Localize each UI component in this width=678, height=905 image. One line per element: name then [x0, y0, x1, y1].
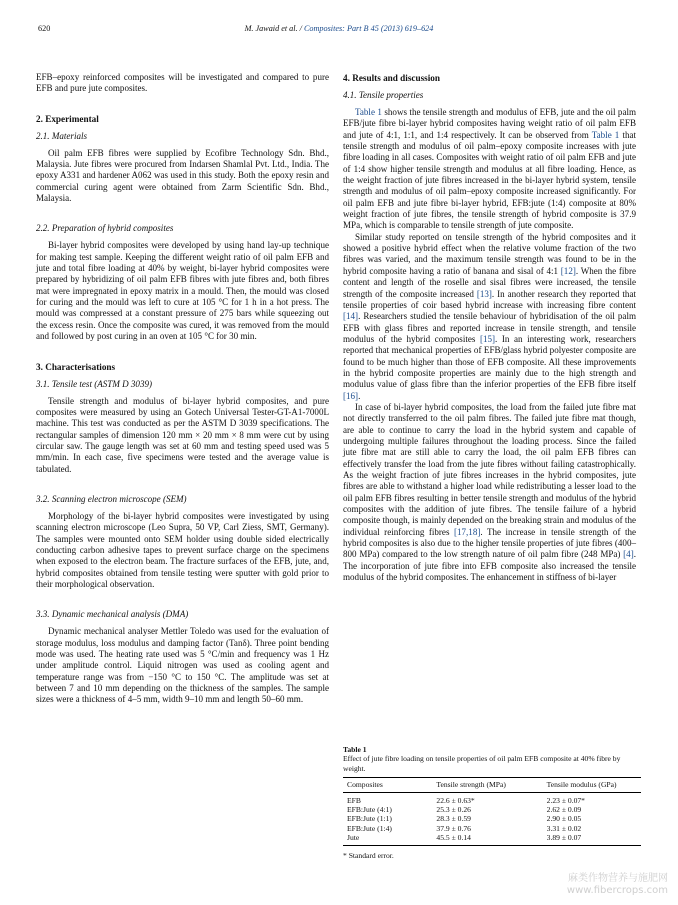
ref-13-link[interactable]: [13]: [476, 288, 492, 299]
section-3-heading: 3. Characterisations: [36, 361, 116, 372]
right-column: [343, 72, 636, 583]
tensile-properties-table: [343, 777, 641, 845]
header-tensile-strength: Tensile strength (MPa): [432, 778, 542, 792]
tensile-test-paragraph: Tensile strength and modulus of bi-layer hybrid composites, and pure composites were measured by using an Gotech Universal Tester-GT-A1-7000L machine. This test was conducted as per the ASTM D 3039 specifications. The rectangular samples of dimension 120 mm × 20 mm × 8 mm were cut by using circular saw. The gauge length was set at 60 mm and testing speed used was 5 mm/min. In each case, five specimens were tested and the average value is tabulated.: [36, 395, 329, 474]
ref-14-link[interactable]: [14]: [343, 311, 359, 322]
header-composites: Composites: [343, 778, 432, 792]
table-row: EFB:Jute (4:1) 25.3 ± 0.26 2.62 ± 0.09: [347, 805, 582, 815]
left-column: [36, 72, 329, 706]
ref-12-link[interactable]: [12]: [560, 265, 576, 276]
ref-17-18-link[interactable]: [17,18]: [453, 526, 481, 537]
journal-citation: [38, 24, 640, 33]
table-row: Jute 45.5 ± 0.14 3.89 ± 0.07: [343, 833, 641, 845]
section-2-2-heading: 2.2. Preparation of hybrid composites: [36, 223, 174, 234]
header-tensile-modulus: Tensile modulus (GPa): [543, 778, 641, 792]
watermark: [567, 873, 668, 897]
preparation-paragraph: Bi-layer hybrid composites were developed by using hand lay-up technique for making test sample. Keeping the different weight ratio of oil palm EFB and jute and total fibre loading at 40% by weight, bi-layer hybrid composites were prepared by hybridizing of oil palm EFB fibres with jute fibres and, both fibres mat were impregnated in epoxy matrix in a mould. Then, the mould was closed for curing and the mould was left to cure at 105 °C for 1 h in a hot press. The mould was compressed at a constant pressure of 275 bars while squeezing out the excess resin. Once the composite was cured, it was removed from the mould and followed by post curing in an oven at 105 °C for 30 min.: [36, 240, 329, 342]
table-row: EFB:Jute (1:1) 28.3 ± 0.59 2.90 ± 0.05: [347, 814, 582, 824]
section-4-1-heading: 4.1. Tensile properties: [343, 90, 424, 100]
watermark-line-2: www.fibercrops.com: [566, 885, 668, 896]
table-caption-label: Table 1: [343, 745, 367, 754]
table-row: EFB:Jute (1:4) 37.9 ± 0.76 3.31 ± 0.02: [347, 823, 582, 833]
results-paragraph-3: In case of bi-layer hybrid composites, the load from the failed jute fibre mat not directly transferred to the oil palm fibres. The failed jute fibre mat though, are able to continue to carry the load in the hybrid system and capable of undergoing multiple failures throughout the loading process. Since the failed jute fibre mat are still able to carry the load, the oil palm EFB fibres can effectively transfer the load from the jute fibres without failing catastrophically. As the weight fraction of jute fibres increases in the hybrid composites, jute fibres are able to withstand a higher load while redistributing a lesser load to the oil palm EFB fibres resulting in better tensile strength and modulus of the hybrid composites with the addition of jute fibres. The tensile failure of a hybrid composite though, is mainly depended on the breaking strain and modulus of the individual reinforcing fibres [17,18]. The increase in tensile strength of the hybrid composites is also due to the higher tensile properties of jute fibres (400–800 MPa) compared to the low strength nature of oil palm fibre (248 MPa) [4]. The incorporation of jute fibre into EFB composite also increased the tensile modulus of the hybrid composites. The enhancement in stiffness of bi-layer: [343, 401, 637, 583]
table-1: [343, 745, 641, 860]
table-caption-text: Effect of jute fibre loading on tensile properties of oil palm EFB composite at 40% fibre by weight.: [343, 754, 621, 773]
table-1-link[interactable]: Table 1: [355, 107, 382, 117]
section-4-heading: 4. Results and discussion: [343, 73, 441, 83]
author-text: M. Jawaid et al. /: [244, 24, 304, 33]
section-2-1-heading: 2.1. Materials: [36, 130, 88, 141]
section-3-2-heading: 3.2. Scanning electron microscope (SEM): [36, 493, 187, 504]
watermark-line-1: 麻类作物营养与施肥网: [568, 873, 668, 884]
page-number: 620: [38, 24, 51, 33]
sem-paragraph: Morphology of the bi-layer hybrid composites were investigated by using scanning electron microscope (Leo Supra, 50 VP, Carl Ziess, SMT, Germany). The samples were mounted onto SEM holder using double sided electrically conducting carbon adhesive tapes to prevent surface charge on the specimens when exposed to the electron beam. The fracture surfaces of the EFB, jute, and, hybrid composites obtained from tensile testing were sputter with gold prior to their morphological observation.: [36, 510, 329, 589]
table-1-link-2[interactable]: Table 1: [591, 129, 620, 140]
section-2-heading: 2. Experimental: [36, 113, 99, 124]
running-header: [38, 24, 640, 38]
section-3-1-heading: 3.1. Tensile test (ASTM D 3039): [36, 378, 153, 389]
results-paragraph-1: Table 1 shows the tensile strength and modulus of EFB, jute and the oil palm EFB/jute fibre bi-layer hybrid composites having weight ratio of oil palm EFB and jute of 4:1, 1:1, and 1:4 respectively. It can be observed from Table 1 that tensile strength and modulus of oil palm–epoxy composite increases with jute fibre loading in all cases. Composites with weight ratio of oil palm EFB and jute of 1:4 show higher tensile strength and modulus at all fibre loading. Hence, as the weight fraction of jute fibres increased in the bi-layer hybrid system, tensile strength and modulus of oil palm–epoxy composite increased significantly. For oil palm EFB and jute fibre bi-layer hybrid, EFB:jute (1:4) composite at 80% weight fraction of jute fibres, the tensile strength of hybrid composite is 37.9 MPa, which is comparable to tensile strength of jute composite.: [343, 107, 637, 231]
table-row: EFB 22.6 ± 0.63* 2.23 ± 0.07*: [347, 795, 585, 805]
ref-15-link[interactable]: [15]: [479, 333, 496, 344]
intro-paragraph: EFB–epoxy reinforced composites will be investigated and compared to pure EFB and pure jute composites.: [36, 72, 329, 94]
results-paragraph-2: Similar study reported on tensile strength of the hybrid composites and it showed a positive hybrid effect when the relative volume fraction of the two fibres was varied, and the maximum tensile strength was found to be in the hybrid composite having a ratio of banana and sisal of 4:1 [12]. When the fibre content and length of the roselle and sisal fibres were increased, the tensile strength of the composite increased [13]. In another research they reported that tensile properties of coir based hybrid increase with increasing fibre content [14]. Researchers studied the tensile behaviour of hybridisation of the oil palm EFB with glass fibres and reported increase in tensile strength, and tensile modulus of the hybrid composites [15]. In an interesting work, researchers reported that mechanical properties of EFB/glass hybrid polyester composite are found to be much higher than those of EFB composite. All these improvements in the hybrid composite properties are mainly due to the high strength and modulus value of glass fibre than the inferior properties of the EFB fibre itself [16].: [343, 231, 636, 401]
ref-4-link[interactable]: [4]: [623, 549, 634, 560]
section-3-3-heading: 3.3. Dynamic mechanical analysis (DMA): [36, 609, 189, 620]
table-footnote: * Standard error.: [343, 850, 394, 860]
journal-link[interactable]: Composites: Part B 45 (2013) 619–624: [303, 24, 434, 33]
materials-paragraph: Oil palm EFB fibres were supplied by Ecofibre Technology Sdn. Bhd., Malaysia. Jute fibres were procured from Indarsen Shamlal Pvt. Ltd., India. The epoxy A331 and hardener A062 was used in this study. Both the epoxy resin and commercial curing agent were obtained from Zarm Scientific Sdn. Bhd., Malaysia.: [36, 147, 329, 204]
dma-paragraph: Dynamic mechanical analyser Mettler Toledo was used for the evaluation of storage modulus, loss modulus and damping factor (Tanδ). Three point bending mode was used. The heating rate used was 5 °C/min and frequency was 1 Hz under amplitude control. Liquid nitrogen was used as cooling agent and temperature range was from −150 °C to 150 °C. The amplitude was set at between 7 and 10 mm depending on the thickness of the samples. The sample sizes were a thickness of 4–5 mm, width 9–10 mm and length 50–60 mm.: [36, 626, 329, 705]
ref-16-link[interactable]: [16]: [343, 390, 359, 401]
